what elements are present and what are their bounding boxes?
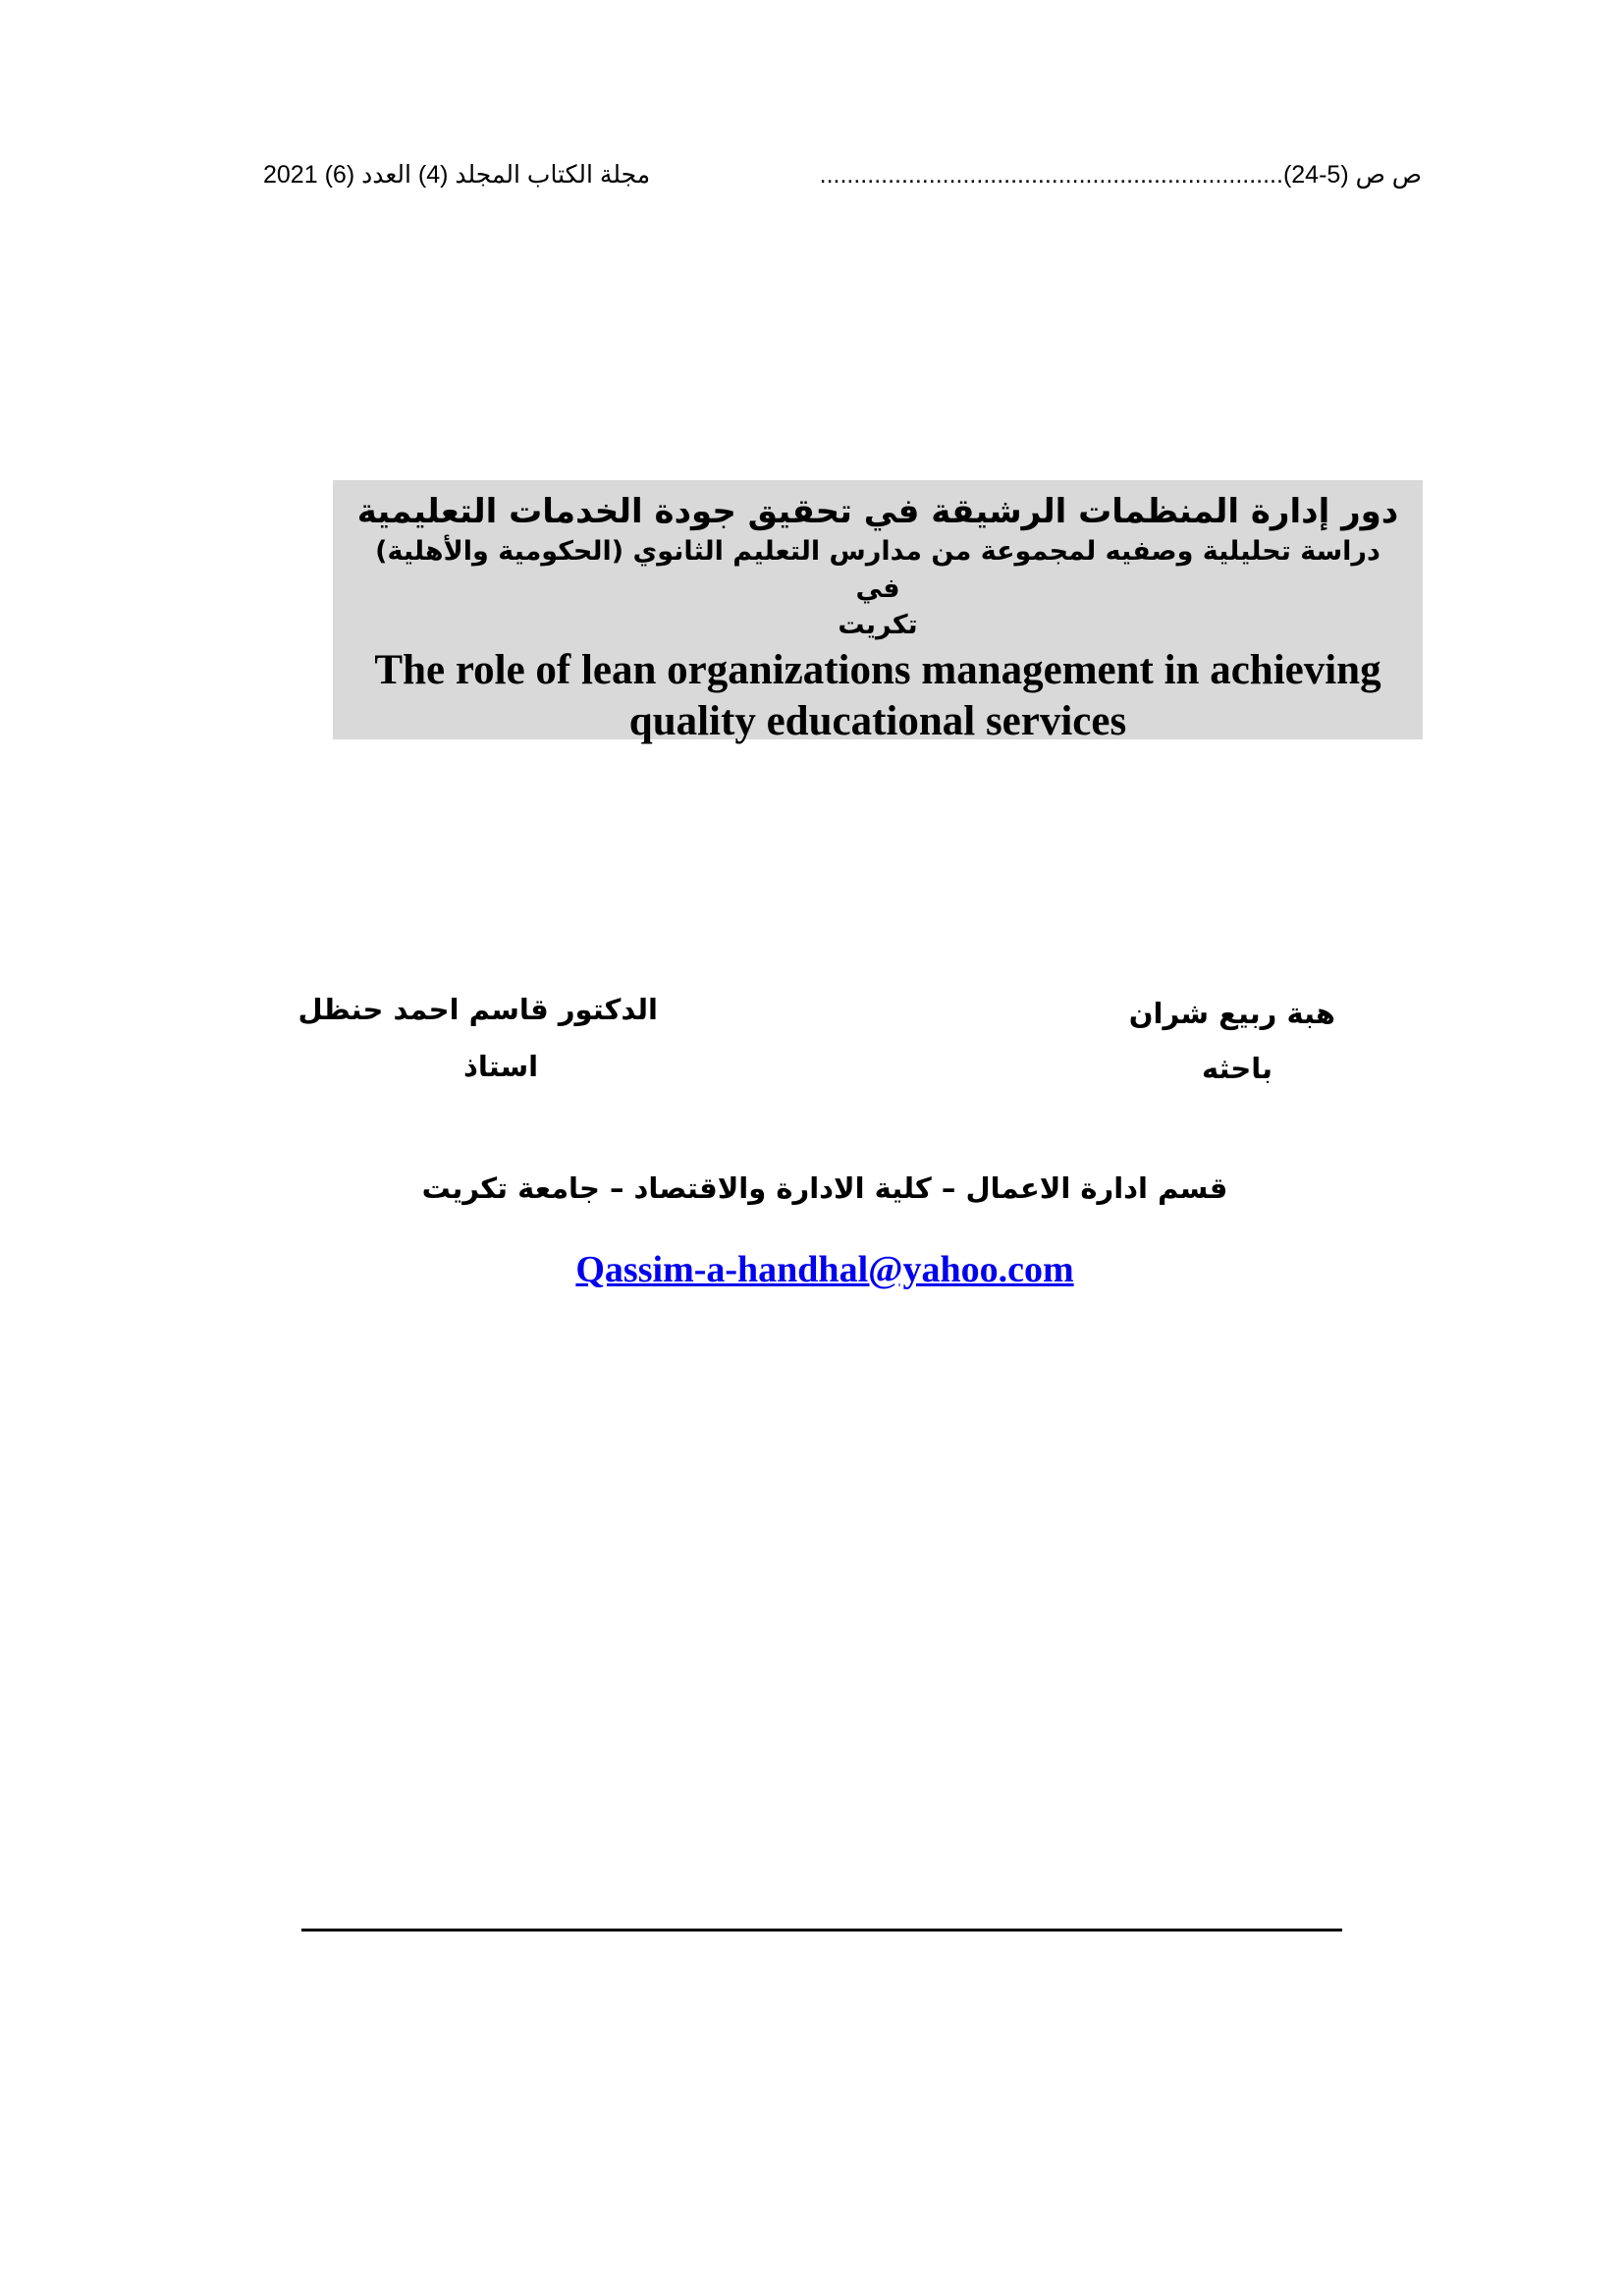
running-header <box>263 155 1422 194</box>
arabic-subtitle-city: تكريت <box>838 610 918 640</box>
title-box <box>333 480 1423 744</box>
english-title-line-2: quality educational services <box>628 698 1127 744</box>
arabic-title: دور إدارة المنظمات الرشيقة في تحقيق جودة الخدمات التعليمية <box>356 492 1399 531</box>
english-title-line-1: The role of lean organizations management in achieving <box>374 647 1381 693</box>
email-line <box>471 1247 1178 1292</box>
footnote-separator <box>301 1929 1342 1931</box>
doctor-name: الدكتور قاسم احمد حنظل <box>298 993 658 1026</box>
researcher-name: هبة ربيع شران <box>1128 997 1335 1030</box>
email-link[interactable]: Qassim-a-handhal@yahoo.com <box>575 1249 1074 1290</box>
researcher-role: باحثه <box>1201 1052 1273 1085</box>
doctor-role: استاذ <box>462 1050 539 1083</box>
affiliation: قسم ادارة الاعمال – كلية الادارة والاقتصاد – جامعة تكريت <box>421 1171 1228 1205</box>
header-dots: .................................................................... <box>819 161 1283 189</box>
arabic-subtitle: دراسة تحليلية وصفيه لمجموعة من مدارس التعليم الثانوي (الحكومية والأهلية) في <box>375 536 1380 604</box>
header-page-range <box>820 155 1422 194</box>
header-pages: ص ص (5-24) <box>1282 161 1422 189</box>
header-journal-info: مجلة الكتاب المجلد (4) العدد (6) 2021 <box>263 161 651 189</box>
